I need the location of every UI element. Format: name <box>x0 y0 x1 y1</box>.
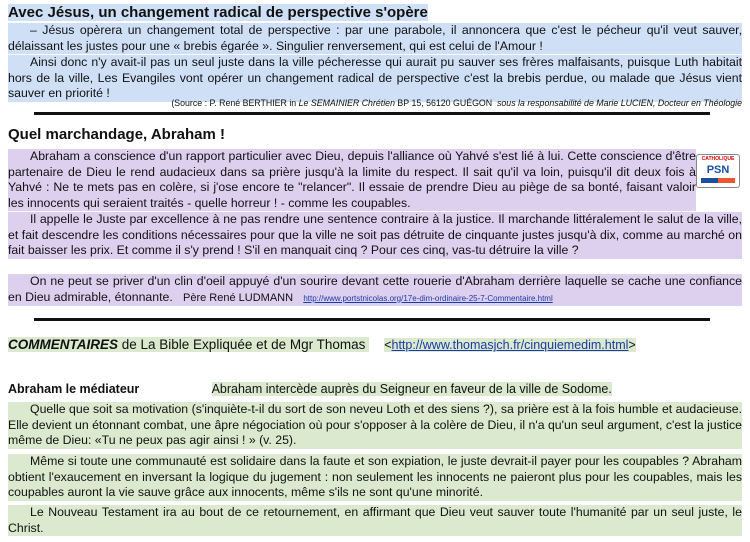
section3-heading-line <box>8 381 742 397</box>
section2-author: Père René LUDMANN <box>183 291 294 304</box>
section2-paragraph-2: Il appelle le Juste par excellence à ne pas rendre une sentence contraire à la justice. Il marchande littéralement le salut de la ville, et fait descendre les conditions nécessaires pour que la ville ne soit pas détruite de cinquante justes jusqu'à dix, comme au marché on fait baisser les prix. Et comme il s'y prend ! S'il en manquait cinq ? Pour ces cinq, vas-tu détruire la ville ? <box>8 212 742 257</box>
section1-title: Avec Jésus, un changement radical de perspective s'opère <box>8 4 428 21</box>
psn-logo: CATHOLIQUE PSN <box>696 154 740 188</box>
thomasjch-link[interactable]: http://www.thomasjch.fr/cinquiemedim.html <box>391 338 629 352</box>
commentaires-label: COMMENTAIRES <box>8 337 118 352</box>
separator-line <box>34 112 710 115</box>
separator-line <box>34 318 710 321</box>
section3-paragraph-2: Même si toute une communauté est solidaire dans la faute et son expiation, le juste devrait-il payer pour les coupables ? Abraham obtient l'exaucement en inversant la logique du jugement : non seulement les innocents ne paieront plus pour les coupables, mais les coupables auront la vie sauve grâce aux innocents, même s'ils ne sont qu'une minorité. <box>8 454 742 499</box>
section2-paragraph-3: On ne peut se priver d'un clin d'oeil appuyé d'un sourire devant cette rouerie d'Abraham derrière laquelle se cache une confiance en Dieu admirable, étonnante. Père René LUDMANN http://www.portstnicolas.org/17e-dim-ordinaire-25-7-Commentaire.html <box>8 274 742 306</box>
section2-title: Quel marchandage, Abraham ! <box>8 126 226 143</box>
section3-intro: Abraham intercède auprès du Seigneur en faveur de la ville de Sodome. <box>211 382 612 396</box>
section3-paragraph-1: Quelle que soit sa motivation (s'inquiète-t-il du sort de son neveu Loth et des siens ?), sa prière est à la fois humble et audacieuse. Elle devient un étonnant combat, une âpre négociation où pour s'opposer à la colère de Dieu, il n'a qu'un seul argument, c'est la justice même de Dieu: «Tu ne peux pas agir ainsi ! » (v. 25). <box>8 402 743 447</box>
section3-title: Abraham le médiateur <box>8 382 140 396</box>
section1-paragraph-2: Ainsi donc n'y avait-il pas un seul juste dans la ville pécheresse qui aurait pu sauver ses frères malfaisants, puisque Luth habitait hors de la ville, Les Evangiles vont opérer un changement radical de perspective c'est la brebis perdue, ou malade que Jésus vient sauver en priorité ! <box>8 55 742 100</box>
section1-source: (Source : P. René BERTHIER in Le SEMAINIER Chrétien BP 15, 56120 GUÉGON sous la responsabilité de Marie LUCIEN, Docteur en Théologie <box>171 98 742 108</box>
section3-paragraph-3: Le Nouveau Testament ira au bout de ce retournement, en affirmant que Dieu veut sauver toute l'humanité par un seul juste, le Christ. <box>8 505 742 535</box>
section1-paragraph-1: – Jésus opèrera un changement total de perspective : par une parabole, il annoncera que c'est le pécheur qu'il veut sauver, délaissant les justes pour une « brebis égarée ». Singulier renversement, qui est celui de l'Amour ! <box>8 23 742 53</box>
commentaires-line: COMMENTAIRES de La Bible Expliquée et de Mgr Thomas <http://www.thomasjch.fr/cinquiemedim.html> <box>8 337 636 352</box>
section2-paragraph-1: Abraham a conscience d'un rapport particulier avec Dieu, depuis l'alliance où Yahvé s'est lié à lui. Cette conscience d'être partenaire de Dieu le rend audacieux dans sa prière jusqu'à la limite du respect. Il sait qu'il va loin, puisqu'il dit deux fois à Yahvé : Ne te mets pas en colère, si j'ose encore te "relancer". Il essaie de prendre Dieu au piège de sa bonté, faisant valoir les innocents qui seraient traités - quelle horreur ! - comme les coupables. <box>8 149 696 210</box>
portstnicolas-link[interactable]: http://www.portstnicolas.org/17e-dim-ordinaire-25-7-Commentaire.html <box>303 293 553 303</box>
